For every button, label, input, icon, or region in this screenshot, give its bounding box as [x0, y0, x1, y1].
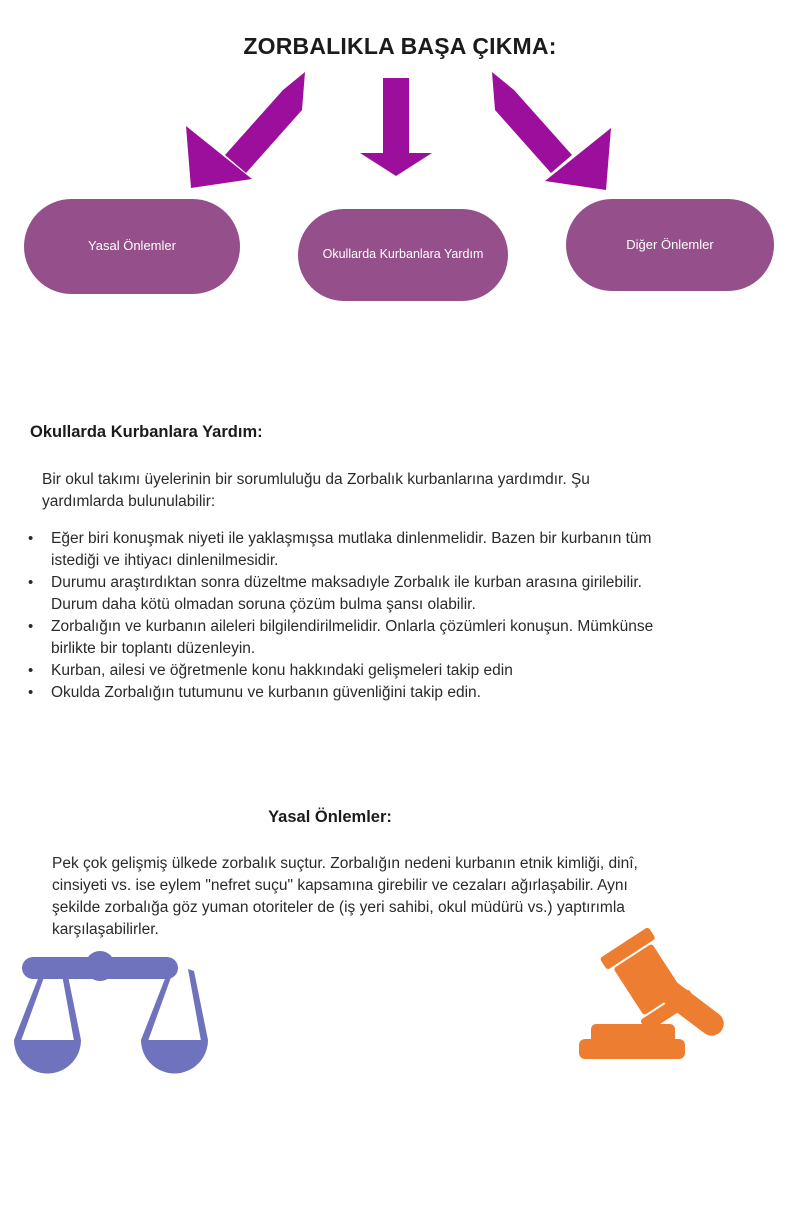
diagram-node-label: Okullarda Kurbanlara Yardım — [322, 247, 484, 262]
scales-of-justice-icon — [8, 945, 208, 1075]
arrow-right-icon — [492, 72, 611, 190]
diagram-node-label: Diğer Önlemler — [626, 236, 714, 252]
schools-bullet-list — [14, 528, 682, 704]
list-item: • Kurban, ailesi ve öğretmenle konu hakkındaki gelişmeleri takip edin — [46, 660, 682, 682]
diagram-node-label: Yasal Önlemler — [88, 238, 176, 254]
diagram-node-okullarda-kurbanlara-yardim[interactable] — [298, 209, 508, 301]
list-item: • Durumu araştırdıktan sonra düzeltme maksadıyle Zorbalık ile kurban arasına girilebilir. Durum daha kötü olmadan soruna çözüm bulma şansı olabilir. — [46, 572, 682, 616]
page-title: ZORBALIKLA BAŞA ÇIKMA: — [243, 33, 557, 59]
diagram-node-diger-onlemler[interactable] — [566, 199, 774, 291]
arrow-center-icon — [360, 78, 432, 176]
legal-section-paragraph: Pek çok gelişmiş ülkede zorbalık suçtur. Zorbalığın nedeni kurbanın etnik kimliği, dinî, cinsiyeti vs. ise eylem "nefret suçu" kapsamına girebilir ve cezaları ağırlaşabilir. Aynı şekilde zorbalığa göz yuman otoriteler de (iş yeri sahibi, okul müdürü vs.) yaptırımla karşılaşabilirler. — [52, 855, 638, 938]
list-item: • Zorbalığın ve kurbanın aileleri bilgilendirilmelidir. Onlarla çözümleri konuşun. Mümkünse birlikte bir toplantı düzenleyin. — [46, 616, 682, 660]
list-item: • Okulda Zorbalığın tutumunu ve kurbanın güvenliğini takip edin. — [46, 682, 682, 704]
arrow-left-icon — [186, 72, 305, 188]
diagram-node-yasal-onlemler[interactable] — [24, 199, 240, 294]
schools-section-intro: Bir okul takımı üyelerinin bir sorumluluğu da Zorbalık kurbanlarına yardımdır. Şu yardımlarda bulunulabilir: — [42, 471, 590, 510]
list-item: • Eğer biri konuşmak niyeti ile yaklaşmışsa mutlaka dinlenmelidir. Bazen bir kurbanın tüm istediği ve ihtiyacı dinlenilmesidir. — [46, 528, 682, 572]
legal-section-heading: Yasal Önlemler: — [268, 808, 392, 826]
gavel-icon — [565, 918, 745, 1078]
schools-section-heading: Okullarda Kurbanlara Yardım: — [30, 423, 263, 441]
